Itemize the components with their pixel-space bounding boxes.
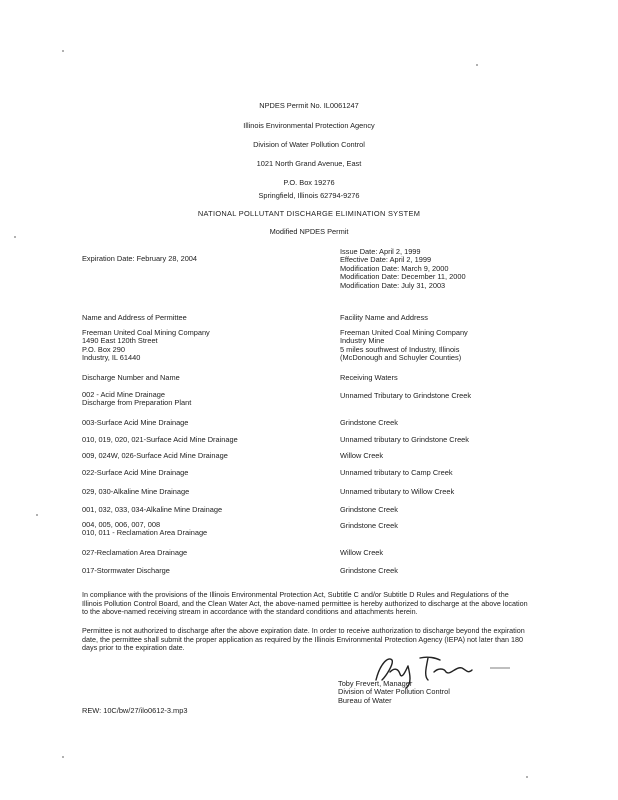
street-address: 1021 North Grand Avenue, East [256, 159, 362, 168]
effective-date: Effective Date: April 2, 1999 [340, 255, 432, 265]
discharge-name: 029, 030-Alkaline Mine Drainage [82, 487, 190, 496]
division-name: Division of Water Pollution Control [253, 140, 365, 149]
expiration-paragraph: Permittee is not authorized to discharge after the above expiration date. In order to receive authorization to discharge beyond the expiration date, the permittee shall submit the proper application as required by the Illinois Environmental Protection Agency (IEPA) not later than 180 days prior to the expiration date. [82, 626, 525, 653]
modification-date-2: Modification Date: December 11, 2000 [340, 272, 466, 282]
receiving-water: Grindstone Creek [340, 521, 398, 530]
modification-date-1: Modification Date: March 9, 2000 [340, 263, 449, 273]
discharge-name [82, 521, 207, 538]
signer-bureau: Bureau of Water [338, 695, 392, 705]
scan-speck [476, 64, 478, 66]
permit-number: NPDES Permit No. IL0061247 [259, 101, 359, 110]
receiving-water: Grindstone Creek [340, 566, 398, 575]
scan-speck [526, 776, 528, 778]
discharge-name: 003-Surface Acid Mine Drainage [82, 418, 189, 427]
facility-line: Industry Mine [340, 336, 385, 346]
discharge-name [82, 391, 191, 408]
receiving-water: Unnamed tributary to Camp Creek [340, 468, 453, 477]
discharge-name: 027-Reclamation Area Drainage [82, 548, 188, 557]
discharge-name: 010, 019, 020, 021-Surface Acid Mine Drainage [82, 435, 238, 444]
discharge-name-line: 004, 005, 006, 007, 008 [82, 520, 161, 529]
facility-heading: Facility Name and Address [340, 313, 428, 322]
discharge-name-line: 002 - Acid Mine Drainage [82, 390, 165, 399]
signer-title: Division of Water Pollution Control [338, 687, 450, 697]
system-title: NATIONAL POLLUTANT DISCHARGE ELIMINATION SYSTEM [197, 209, 421, 218]
permit-type: Modified NPDES Permit [269, 227, 349, 236]
facility-line: 5 miles southwest of Industry, Illinois [340, 344, 460, 354]
scan-speck [36, 514, 38, 516]
discharge-name-line: Discharge from Preparation Plant [82, 398, 192, 408]
permittee-line: 1490 East 120th Street [82, 336, 158, 346]
discharge-name: 017-Stormwater Discharge [82, 566, 170, 575]
scan-speck [14, 236, 16, 238]
permittee-heading: Name and Address of Permittee [82, 313, 187, 322]
modification-date-3: Modification Date: July 31, 2003 [340, 280, 446, 290]
facility-line: Freeman United Coal Mining Company [340, 328, 468, 337]
issue-dates-block [340, 248, 466, 290]
discharge-name: 009, 024W, 026-Surface Acid Mine Drainage [82, 451, 228, 460]
scan-speck [62, 50, 64, 52]
permittee-line: P.O. Box 290 [82, 344, 126, 354]
receiving-water: Willow Creek [340, 451, 384, 460]
facility-address [340, 329, 468, 363]
receiving-water: Unnamed Tributary to Grindstone Creek [340, 391, 472, 400]
signer-name: Toby Frevert, Manager [338, 679, 413, 688]
receiving-water: Willow Creek [340, 548, 384, 557]
scan-speck [62, 756, 64, 758]
agency-name: Illinois Environmental Protection Agency [243, 121, 375, 130]
discharge-name: 022-Surface Acid Mine Drainage [82, 468, 189, 477]
discharge-name: 001, 032, 033, 034-Alkaline Mine Drainage [82, 505, 223, 514]
permittee-line: Industry, IL 61440 [82, 353, 141, 363]
facility-line: (McDonough and Schuyler Counties) [340, 353, 462, 363]
permittee-address [82, 329, 210, 363]
reference-code: REW: 10C/bw/27/ilo0612-3.mp3 [82, 706, 188, 715]
receiving-waters-heading: Receiving Waters [340, 373, 398, 382]
signature-block [338, 680, 450, 705]
city-state: Springfield, Illinois 62794-9276 [258, 191, 360, 200]
issue-date: Issue Date: April 2, 1999 [340, 247, 421, 256]
permittee-line: Freeman United Coal Mining Company [82, 328, 210, 337]
authorization-paragraph: In compliance with the provisions of the Illinois Environmental Protection Act, Subtitle C and/or Subtitle D Rules and Regulations of the Illinois Pollution Control Board, and the Clean Water Act, the above-named permittee is hereby authorized to discharge at the above location to the above-named receiving stream in accordance with the standard conditions and attachments herein. [82, 590, 528, 617]
discharge-name-line: 010, 011 - Reclamation Area Drainage [82, 528, 208, 538]
expiration-date: Expiration Date: February 28, 2004 [82, 254, 198, 263]
receiving-water: Grindstone Creek [340, 418, 398, 427]
receiving-water: Unnamed tributary to Willow Creek [340, 487, 455, 496]
receiving-water: Grindstone Creek [340, 505, 398, 514]
po-box: P.O. Box 19276 [283, 178, 335, 187]
discharge-heading: Discharge Number and Name [82, 373, 180, 382]
receiving-water: Unnamed tributary to Grindstone Creek [340, 435, 469, 444]
